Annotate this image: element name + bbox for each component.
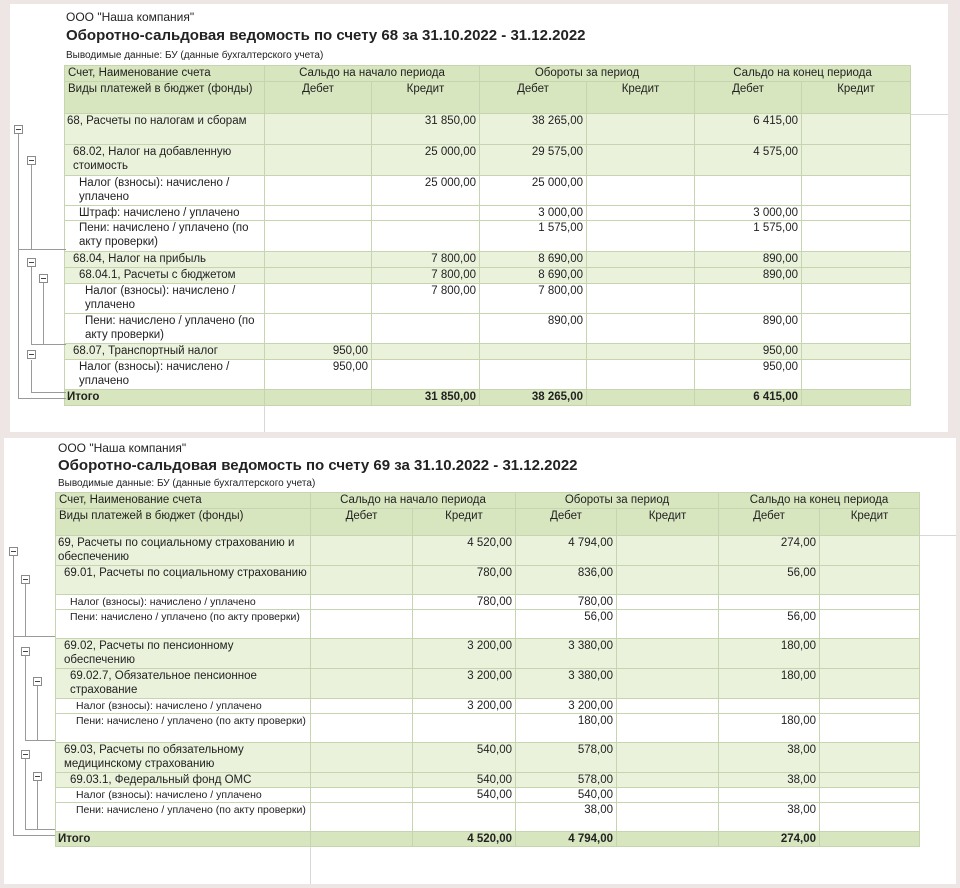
closing-credit (820, 788, 920, 803)
closing-debit: 4 575,00 (695, 145, 802, 176)
opening-credit: 4 520,00 (413, 832, 516, 847)
turnover-credit (587, 145, 695, 176)
tree-line (13, 636, 55, 637)
opening-debit (265, 252, 372, 268)
closing-credit (820, 669, 920, 699)
header-debit: Дебет (516, 509, 617, 536)
detail-row[interactable] (65, 284, 911, 314)
turnover-credit (587, 176, 695, 206)
payment-type-name: Пени: начислено / уплачено (по акту проверки) (56, 714, 311, 743)
collapse-toggle-icon[interactable] (27, 156, 36, 165)
report-table (64, 65, 911, 406)
turnover-debit: 7 800,00 (480, 284, 587, 314)
closing-debit: 56,00 (719, 610, 820, 639)
turnover-credit (587, 314, 695, 344)
closing-debit: 890,00 (695, 252, 802, 268)
opening-credit: 7 800,00 (372, 252, 480, 268)
detail-row[interactable] (56, 610, 920, 639)
account-name: 69.03, Расчеты по обязательному медицинскому страхованию (56, 743, 311, 773)
closing-credit (802, 206, 911, 221)
detail-row[interactable] (56, 595, 920, 610)
opening-debit: 950,00 (265, 344, 372, 360)
opening-credit (372, 221, 480, 252)
opening-credit (372, 344, 480, 360)
opening-debit (311, 669, 413, 699)
tree-line (31, 267, 32, 344)
tree-line (31, 392, 66, 393)
closing-credit (802, 221, 911, 252)
report-title: Оборотно-сальдовая ведомость по счету 69 за 31.10.2022 - 31.12.2022 (58, 457, 578, 474)
subaccount-row[interactable] (65, 252, 911, 268)
opening-credit (372, 360, 480, 390)
turnover-debit: 780,00 (516, 595, 617, 610)
header-debit: Дебет (265, 82, 372, 114)
closing-debit: 180,00 (719, 714, 820, 743)
opening-credit (372, 206, 480, 221)
turnover-credit (617, 803, 719, 832)
turnover-credit (617, 699, 719, 714)
closing-debit: 38,00 (719, 773, 820, 788)
payment-type-name: Налог (взносы): начислено / уплачено (56, 699, 311, 714)
closing-debit: 6 415,00 (695, 114, 802, 145)
subaccount-row[interactable] (56, 669, 920, 699)
account-name: 69.01, Расчеты по социальному страхованию (56, 566, 311, 595)
header-row (56, 509, 920, 536)
closing-credit (802, 145, 911, 176)
turnover-debit: 56,00 (516, 610, 617, 639)
collapse-toggle-icon[interactable] (9, 547, 18, 556)
collapse-toggle-icon[interactable] (21, 750, 30, 759)
header-credit: Кредит (820, 509, 920, 536)
turnover-credit (617, 639, 719, 669)
collapse-toggle-icon[interactable] (21, 647, 30, 656)
payment-type-name: Пени: начислено / уплачено (по акту проверки) (65, 314, 265, 344)
opening-debit: 950,00 (265, 360, 372, 390)
turnover-credit (617, 669, 719, 699)
opening-credit: 540,00 (413, 773, 516, 788)
closing-debit: 1 575,00 (695, 221, 802, 252)
account-name: 68.04, Налог на прибыль (65, 252, 265, 268)
closing-credit (820, 639, 920, 669)
closing-credit (802, 360, 911, 390)
tree-line (31, 360, 32, 392)
total-label: Итого (56, 832, 311, 847)
header-closing-balance: Сальдо на конец периода (719, 493, 920, 509)
closing-credit (802, 390, 911, 406)
tree-line (25, 656, 26, 740)
opening-debit (311, 639, 413, 669)
header-turnover: Обороты за период (480, 66, 695, 82)
closing-credit (820, 832, 920, 847)
header-payment-types: Виды платежей в бюджет (фонды) (65, 82, 265, 114)
opening-debit (311, 788, 413, 803)
closing-debit: 890,00 (695, 268, 802, 284)
closing-credit (802, 344, 911, 360)
opening-debit (265, 314, 372, 344)
opening-debit (311, 832, 413, 847)
account-name: 68.02, Налог на добавленную стоимость (65, 145, 265, 176)
closing-debit: 180,00 (719, 639, 820, 669)
grid-line (310, 844, 311, 884)
turnover-debit: 3 380,00 (516, 669, 617, 699)
closing-debit: 38,00 (719, 803, 820, 832)
detail-row[interactable] (65, 360, 911, 390)
header-debit: Дебет (311, 509, 413, 536)
header-account: Счет, Наименование счета (65, 66, 265, 82)
tree-line (31, 165, 32, 249)
tree-line (43, 283, 44, 344)
collapse-toggle-icon[interactable] (21, 575, 30, 584)
detail-row[interactable] (56, 788, 920, 803)
closing-debit: 180,00 (719, 669, 820, 699)
turnover-credit (587, 268, 695, 284)
opening-debit (265, 221, 372, 252)
account-name: 69.02, Расчеты по пенсионному обеспечению (56, 639, 311, 669)
turnover-debit: 180,00 (516, 714, 617, 743)
opening-credit: 3 200,00 (413, 699, 516, 714)
opening-credit (372, 314, 480, 344)
turnover-debit: 836,00 (516, 566, 617, 595)
turnover-debit: 3 200,00 (516, 699, 617, 714)
closing-debit: 3 000,00 (695, 206, 802, 221)
opening-debit (311, 536, 413, 566)
opening-credit: 7 800,00 (372, 284, 480, 314)
opening-debit (311, 714, 413, 743)
closing-debit: 6 415,00 (695, 390, 802, 406)
closing-credit (820, 699, 920, 714)
closing-debit (695, 284, 802, 314)
subaccount-row[interactable] (56, 566, 920, 595)
opening-credit: 540,00 (413, 743, 516, 773)
opening-credit: 25 000,00 (372, 145, 480, 176)
account-name: 68.07, Транспортный налог (65, 344, 265, 360)
payment-type-name: Налог (взносы): начислено / уплачено (65, 284, 265, 314)
turnover-debit: 38,00 (516, 803, 617, 832)
detail-row[interactable] (56, 699, 920, 714)
payment-type-name: Налог (взносы): начислено / уплачено (56, 788, 311, 803)
header-debit: Дебет (695, 82, 802, 114)
account-row[interactable] (65, 114, 911, 145)
opening-debit (265, 206, 372, 221)
turnover-credit (587, 252, 695, 268)
turnover-debit: 29 575,00 (480, 145, 587, 176)
turnover-debit: 8 690,00 (480, 268, 587, 284)
tree-line (25, 759, 26, 829)
opening-credit: 31 850,00 (372, 390, 480, 406)
collapse-toggle-icon[interactable] (27, 258, 36, 267)
turnover-credit (587, 344, 695, 360)
collapse-toggle-icon[interactable] (33, 772, 42, 781)
report-68-sheet (10, 4, 948, 432)
opening-credit: 3 200,00 (413, 669, 516, 699)
header-turnover: Обороты за период (516, 493, 719, 509)
turnover-credit (587, 390, 695, 406)
opening-debit (311, 699, 413, 714)
turnover-debit: 8 690,00 (480, 252, 587, 268)
account-name: 69.02.7, Обязательное пенсионное страхование (56, 669, 311, 699)
header-opening-balance: Сальдо на начало периода (265, 66, 480, 82)
turnover-debit (480, 360, 587, 390)
report-subtitle: Выводимые данные: БУ (данные бухгалтерского учета) (66, 50, 324, 61)
opening-credit: 780,00 (413, 566, 516, 595)
detail-row[interactable] (56, 714, 920, 743)
closing-debit (695, 176, 802, 206)
tree-line (18, 134, 19, 398)
turnover-credit (617, 788, 719, 803)
closing-debit: 56,00 (719, 566, 820, 595)
opening-debit (265, 145, 372, 176)
closing-credit (820, 743, 920, 773)
detail-row[interactable] (56, 803, 920, 832)
opening-debit (265, 176, 372, 206)
header-credit: Кредит (372, 82, 480, 114)
closing-debit: 950,00 (695, 344, 802, 360)
closing-credit (802, 268, 911, 284)
report-table (55, 492, 920, 847)
turnover-credit (617, 566, 719, 595)
tree-line (25, 584, 26, 636)
header-debit: Дебет (719, 509, 820, 536)
opening-debit (311, 743, 413, 773)
grid-line (264, 406, 265, 432)
payment-type-name: Пени: начислено / уплачено (по акту проверки) (56, 610, 311, 639)
closing-credit (820, 803, 920, 832)
turnover-credit (617, 610, 719, 639)
header-credit: Кредит (617, 509, 719, 536)
closing-debit (719, 699, 820, 714)
header-credit: Кредит (802, 82, 911, 114)
opening-debit (265, 284, 372, 314)
closing-debit (719, 595, 820, 610)
opening-debit (311, 595, 413, 610)
opening-credit: 3 200,00 (413, 639, 516, 669)
opening-credit (413, 803, 516, 832)
opening-credit (413, 610, 516, 639)
closing-credit (802, 114, 911, 145)
closing-credit (820, 566, 920, 595)
turnover-credit (617, 773, 719, 788)
turnover-debit: 540,00 (516, 788, 617, 803)
turnover-debit: 25 000,00 (480, 176, 587, 206)
detail-row[interactable] (65, 176, 911, 206)
turnover-debit: 578,00 (516, 743, 617, 773)
tree-line (25, 829, 55, 830)
subaccount-row[interactable] (56, 773, 920, 788)
turnover-debit: 3 380,00 (516, 639, 617, 669)
payment-type-name: Налог (взносы): начислено / уплачено (65, 360, 265, 390)
opening-debit (311, 566, 413, 595)
header-account: Счет, Наименование счета (56, 493, 311, 509)
payment-type-name: Штраф: начислено / уплачено (65, 206, 265, 221)
opening-credit (413, 714, 516, 743)
payment-type-name: Налог (взносы): начислено / уплачено (65, 176, 265, 206)
turnover-credit (587, 114, 695, 145)
report-69-sheet (4, 438, 956, 884)
header-row (65, 82, 911, 114)
total-row (65, 390, 911, 406)
total-row (56, 832, 920, 847)
turnover-debit: 4 794,00 (516, 536, 617, 566)
detail-row[interactable] (65, 221, 911, 252)
tree-line (37, 781, 38, 829)
turnover-credit (617, 595, 719, 610)
total-label: Итого (65, 390, 265, 406)
detail-row[interactable] (65, 206, 911, 221)
opening-debit (311, 803, 413, 832)
opening-credit: 780,00 (413, 595, 516, 610)
closing-credit (802, 314, 911, 344)
collapse-toggle-icon[interactable] (14, 125, 23, 134)
turnover-credit (587, 360, 695, 390)
report-title: Оборотно-сальдовая ведомость по счету 68 за 31.10.2022 - 31.12.2022 (66, 27, 586, 44)
closing-credit (820, 610, 920, 639)
account-name: 69, Расчеты по социальному страхованию и обеспечению (56, 536, 311, 566)
tree-line (31, 344, 66, 345)
header-debit: Дебет (480, 82, 587, 114)
closing-credit (802, 252, 911, 268)
header-row (56, 493, 920, 509)
turnover-debit: 3 000,00 (480, 206, 587, 221)
turnover-debit: 1 575,00 (480, 221, 587, 252)
tree-line (13, 555, 14, 835)
subaccount-row[interactable] (56, 743, 920, 773)
tree-line (13, 835, 55, 836)
opening-credit: 4 520,00 (413, 536, 516, 566)
account-name: 69.03.1, Федеральный фонд ОМС (56, 773, 311, 788)
report-subtitle: Выводимые данные: БУ (данные бухгалтерского учета) (58, 478, 316, 489)
detail-row[interactable] (65, 314, 911, 344)
closing-debit: 274,00 (719, 536, 820, 566)
turnover-debit: 38 265,00 (480, 390, 587, 406)
subaccount-row[interactable] (56, 639, 920, 669)
closing-credit (802, 176, 911, 206)
tree-line (18, 398, 66, 399)
closing-debit: 38,00 (719, 743, 820, 773)
closing-debit (719, 788, 820, 803)
opening-debit (311, 773, 413, 788)
account-row[interactable] (56, 536, 920, 566)
subaccount-row[interactable] (65, 268, 911, 284)
turnover-credit (617, 536, 719, 566)
payment-type-name: Пени: начислено / уплачено (по акту проверки) (65, 221, 265, 252)
payment-type-name: Пени: начислено / уплачено (по акту проверки) (56, 803, 311, 832)
turnover-credit (587, 206, 695, 221)
opening-debit (265, 114, 372, 145)
header-credit: Кредит (413, 509, 516, 536)
collapse-toggle-icon[interactable] (33, 677, 42, 686)
opening-credit: 7 800,00 (372, 268, 480, 284)
turnover-credit (617, 743, 719, 773)
header-row (65, 66, 911, 82)
header-payment-types: Виды платежей в бюджет (фонды) (56, 509, 311, 536)
organization-name: ООО "Наша компания" (58, 441, 187, 455)
closing-credit (820, 773, 920, 788)
closing-credit (820, 595, 920, 610)
account-name: 68.04.1, Расчеты с бюджетом (65, 268, 265, 284)
account-name: 68, Расчеты по налогам и сборам (65, 114, 265, 145)
turnover-credit (587, 284, 695, 314)
closing-debit: 274,00 (719, 832, 820, 847)
tree-line (18, 249, 66, 250)
tree-line (25, 740, 55, 741)
turnover-debit: 4 794,00 (516, 832, 617, 847)
header-opening-balance: Сальдо на начало периода (311, 493, 516, 509)
turnover-debit: 578,00 (516, 773, 617, 788)
opening-debit (265, 268, 372, 284)
opening-debit (311, 610, 413, 639)
closing-credit (820, 714, 920, 743)
turnover-debit: 38 265,00 (480, 114, 587, 145)
header-closing-balance: Сальдо на конец периода (695, 66, 911, 82)
turnover-credit (617, 832, 719, 847)
closing-debit: 890,00 (695, 314, 802, 344)
payment-type-name: Налог (взносы): начислено / уплачено (56, 595, 311, 610)
opening-credit: 540,00 (413, 788, 516, 803)
collapse-toggle-icon[interactable] (39, 274, 48, 283)
collapse-toggle-icon[interactable] (27, 350, 36, 359)
closing-credit (802, 284, 911, 314)
opening-credit: 25 000,00 (372, 176, 480, 206)
turnover-debit: 890,00 (480, 314, 587, 344)
closing-debit: 950,00 (695, 360, 802, 390)
organization-name: ООО "Наша компания" (66, 10, 195, 24)
turnover-credit (587, 221, 695, 252)
closing-credit (820, 536, 920, 566)
turnover-debit (480, 344, 587, 360)
tree-line (37, 686, 38, 740)
opening-debit (265, 390, 372, 406)
turnover-credit (617, 714, 719, 743)
opening-credit: 31 850,00 (372, 114, 480, 145)
subaccount-row[interactable] (65, 344, 911, 360)
header-credit: Кредит (587, 82, 695, 114)
subaccount-row[interactable] (65, 145, 911, 176)
